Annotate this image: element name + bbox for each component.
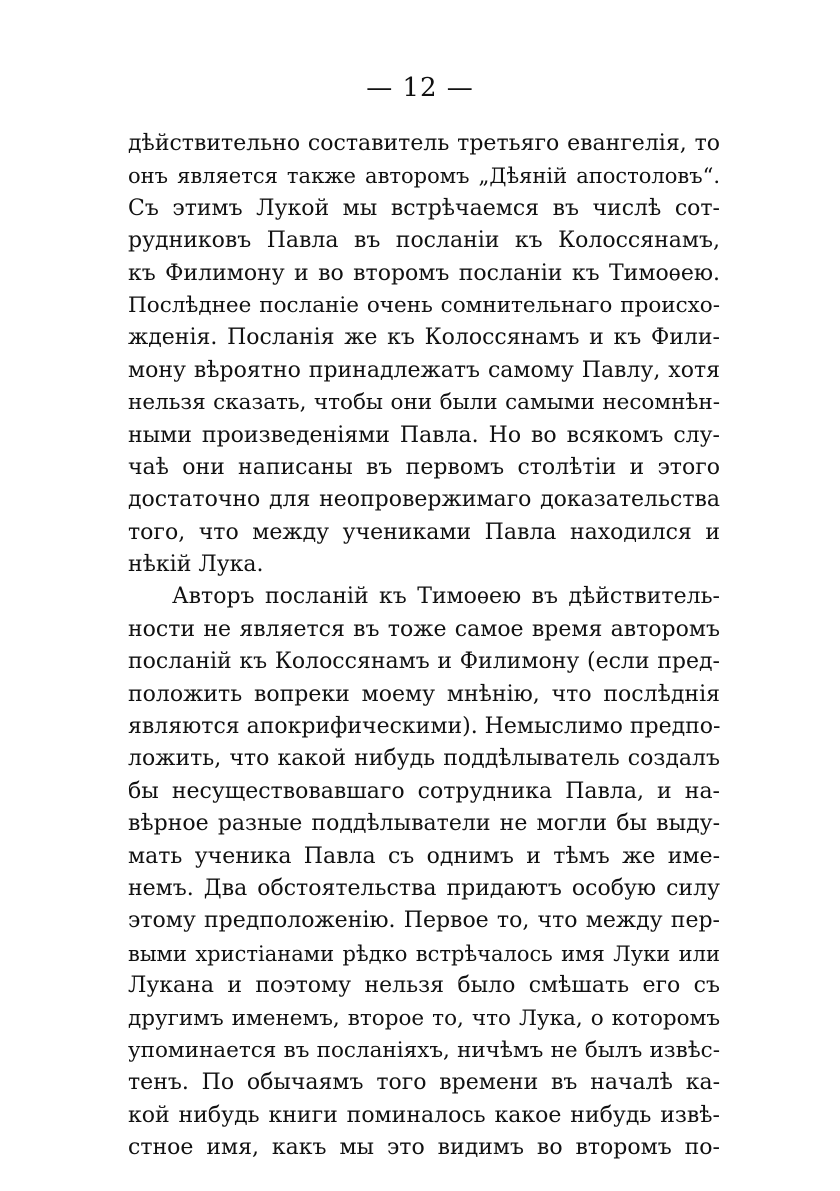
text-line: дѣйствительно составитель третьяго евангелія, то	[128, 131, 720, 156]
text-line: нельзя сказать, чтобы они были самыми несомнѣн-	[128, 390, 720, 416]
text-line: рудниковъ Павла въ посланіи къ Колоссянамъ,	[128, 228, 720, 254]
text-line: стное имя, какъ мы это видимъ во второмъ по-	[128, 1135, 720, 1161]
text-line: посланій къ Колоссянамъ и Филимону (если пред-	[128, 649, 720, 675]
text-line: ности не является въ тоже самое время авторомъ	[128, 616, 720, 642]
text-line: этому предположенію. Первое то, что между пер-	[128, 908, 720, 934]
text-line: Съ этимъ Лукой мы встрѣчаемся въ числѣ сот-	[128, 195, 720, 221]
page-number: — 12 —	[366, 73, 474, 103]
text-line: ложить, что какой нибудь поддѣлыватель создалъ	[128, 746, 720, 772]
text-line: упоминается въ посланіяхъ, ничѣмъ не былъ извѣс-	[128, 1037, 720, 1063]
text-line: нѣкій Лука.	[128, 552, 264, 578]
text-line: того, что между учениками Павла находился и	[128, 519, 720, 545]
text-line: мону вѣроятно принадлежатъ самому Павлу, хотя	[128, 357, 720, 383]
text-line: достаточно для неопровержимаго доказательства	[128, 487, 720, 513]
text-line: онъ является также авторомъ „Дѣяній апостоловъ“.	[128, 164, 720, 189]
text-line: ными произведеніями Павла. Но во всякомъ слу-	[128, 422, 720, 448]
text-line: мать ученика Павла съ однимъ и тѣмъ же име-	[128, 843, 720, 869]
text-line: выми христіанами рѣдко встрѣчалось имя Луки или	[128, 941, 720, 966]
text-line: кой нибудь книги поминалось какое нибудь извѣ-	[128, 1102, 720, 1128]
text-line: вѣрное разные поддѣлыватели не могли бы выду-	[128, 811, 720, 837]
text-line: тенъ. По обычаямъ того времени въ началѣ ка-	[128, 1070, 720, 1096]
text-line: къ Филимону и во второмъ посланіи къ Тимоѳею.	[128, 260, 720, 286]
text-line: Авторъ посланій къ Тимоѳею въ дѣйствитель-	[172, 584, 720, 610]
text-line: другимъ именемъ, второе то, что Лука, о которомъ	[128, 1005, 720, 1031]
text-line: являются апокрифическими). Немыслимо предпо-	[128, 714, 720, 740]
text-line: жденія. Посланія же къ Колоссянамъ и къ Фили-	[128, 325, 720, 351]
text-line: бы несуществовавшаго сотрудника Павла, и на-	[128, 778, 720, 804]
text-line: Послѣднее посланіе очень сомнительнаго происхо-	[128, 292, 720, 318]
text-line: положить вопреки моему мнѣнію, что послѣднія	[128, 681, 720, 707]
text-line: Лукана и поэтому нельзя было смѣшать его съ	[128, 973, 720, 999]
body-text	[128, 128, 720, 1165]
text-line: немъ. Два обстоятельства придаютъ особую силу	[128, 875, 720, 901]
text-line: чаѣ они написаны въ первомъ столѣтіи и этого	[128, 454, 720, 480]
